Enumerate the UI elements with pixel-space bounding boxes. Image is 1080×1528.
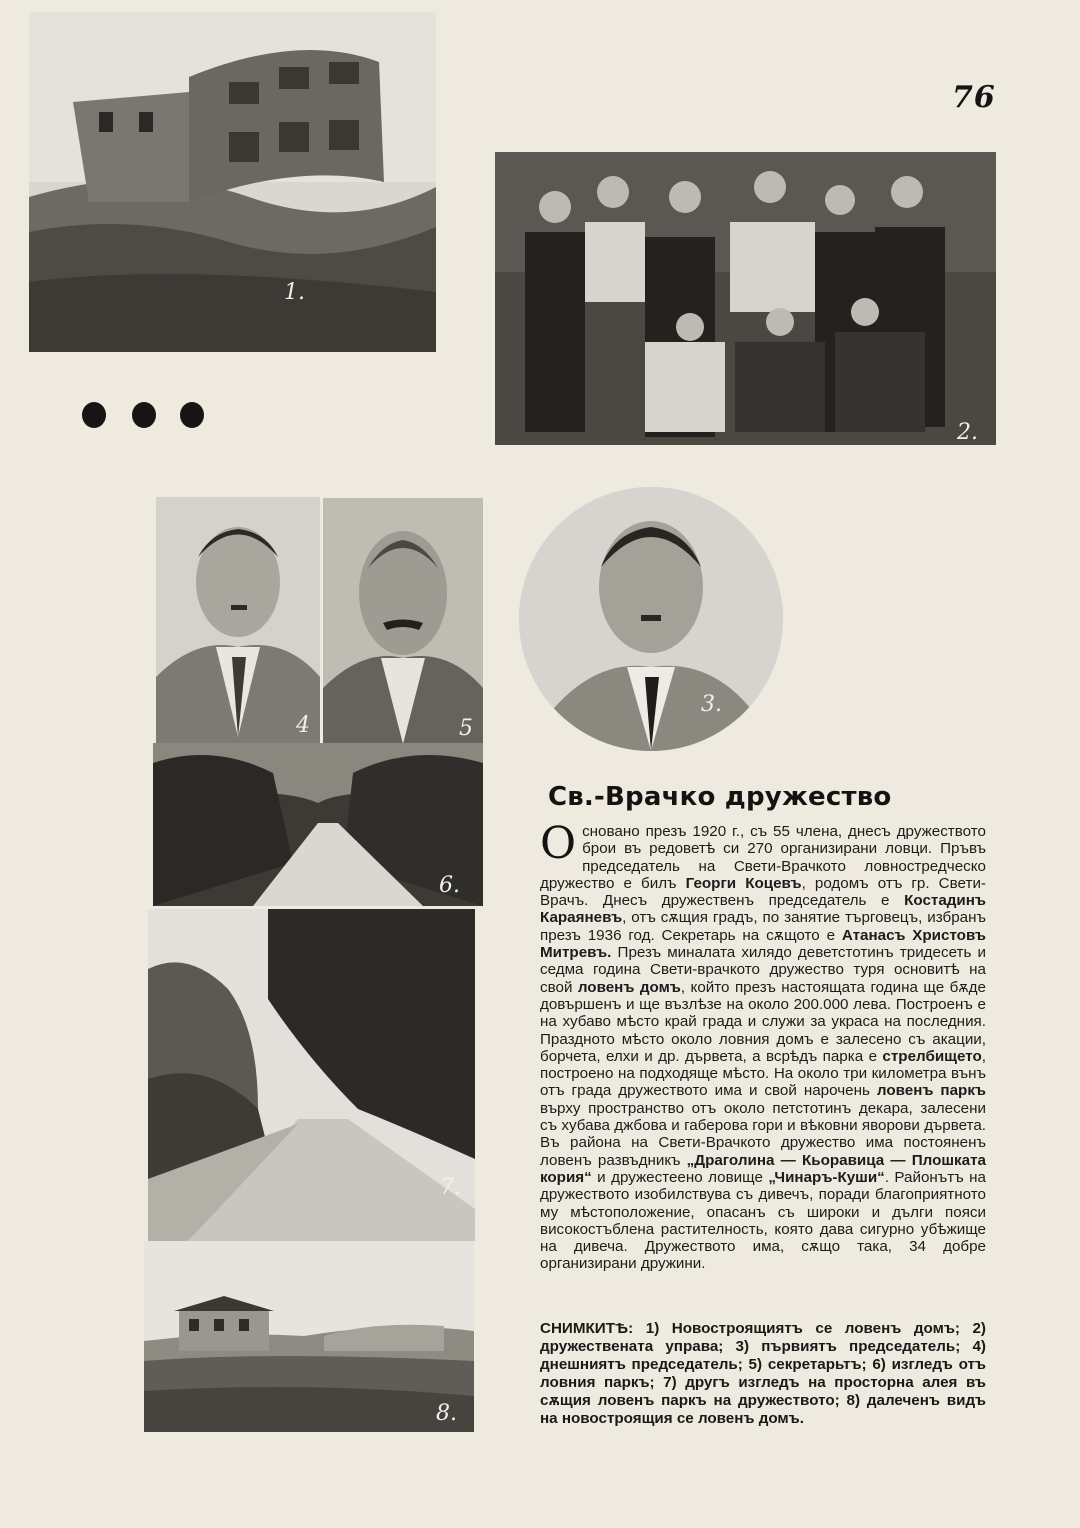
article-text-run: върху пространство отъ около петстотинъ декара, залесени съ хубава джбова и габерова гори и вѣковни яворови дървета. Въ района на Свети-Врачкото дружество има постояненъ ловенъ развъдникъ: [540, 1099, 986, 1169]
photo-hunting-park-view: [153, 743, 483, 906]
ornament-dot: [132, 402, 156, 428]
article-text-run-bold: ловенъ паркъ: [876, 1082, 987, 1100]
article-text-run-bold: „Драголина — Кьоравица — Плошката кория“: [540, 1151, 986, 1186]
photo-secretary: [323, 498, 483, 744]
photo-first-chairman: [519, 487, 783, 751]
ornament-dot: [82, 402, 106, 428]
article-title: Св.-Врачко дружество: [548, 782, 892, 812]
photo-society-board: [495, 152, 996, 445]
article-text-run-bold: Георги Коцевъ: [685, 874, 802, 892]
article-text-run: , родомъ отъ гр. Свети-Врачъ. Днесъ дружественъ председатель е: [540, 874, 986, 910]
article-text-run-bold: Атанасъ Христовъ Митревъ.: [540, 926, 986, 962]
article-text-run: Презъ миналата хилядо деветстотинъ тридесеть и седма година Свети-врачкото дружество туря основитѣ на свой: [540, 944, 986, 996]
article-text-run: . Районътъ на дружеството изобилствува съ дивечъ, поради благоприятното му мѣстоположение, опасанъ съ широки и дълги пояси високостъблена растителность, която дава сигурно убѣжище на дивеча. Дружеството има, сѫщо така, 34 добре организирани дружини.: [540, 1168, 986, 1273]
article-text-run: , който презъ настоящата година ще бѫде довършенъ и ще възлѣзе на около 200.000 лева. Построенъ е на хубаво мѣсто край града и служи за украса на последния. Праздното мѣсто около ловния домъ е залесено съ акации, борчета, елхи и др. дървета, а всрѣдъ парка е: [540, 978, 986, 1065]
photo-park-alley: [148, 909, 475, 1241]
article-text-run: и дружестеено ловище: [591, 1168, 769, 1186]
photo-number-7: 7.: [440, 1175, 461, 1200]
photo-current-chairman: [156, 497, 320, 743]
drop-cap: О: [540, 818, 577, 869]
article-text-run-bold: Костадинъ Караяневъ: [540, 892, 986, 927]
ornament-dot: [180, 402, 204, 428]
ornament-dots: [82, 398, 212, 432]
photo-hunting-lodge-construction: [29, 12, 436, 352]
photo-captions: СНИМКИТѢ: 1) Новостроящиятъ се ловенъ домъ; 2) дружествената управа; 3) първиятъ председатель; 4) днешниятъ председатель; 5) секретарьтъ; 6) изгледъ отъ ловния паркъ; 7) другъ изгледъ на просторна алея въ сѫщия ловенъ паркъ на дружеството; 8) далеченъ видъ на новостроящия се ловенъ домъ.: [540, 1320, 986, 1427]
article-text-run-bold: стрелбището: [882, 1047, 982, 1065]
photo-number-2: 2.: [957, 420, 978, 445]
article-text-run: , отъ сѫщия градъ, по занятие търговецъ, избранъ презъ 1936 год. Секретарь на сѫщото е: [540, 909, 986, 944]
photo-number-5: 5: [459, 716, 473, 741]
article-text-run-bold: „Чинаръ-Куши“: [768, 1168, 885, 1186]
photo-number-3: 3.: [701, 692, 722, 717]
article-body: [540, 818, 987, 1273]
article-text-run: , построено на подходяще мѣсто. На около три километра вънъ отъ града дружеството има и свой нарочень: [540, 1047, 986, 1100]
photo-lodge-distant-view: [144, 1241, 474, 1432]
article-text-run-bold: ловенъ домъ: [577, 978, 681, 996]
photo-number-8: 8.: [436, 1401, 457, 1426]
photo-number-4: 4: [296, 713, 310, 738]
photo-number-6: 6.: [439, 873, 460, 898]
photo-number-1: 1.: [284, 280, 305, 305]
article-text-run: сновано презъ 1920 г., съ 55 члена, днесъ дружеството брои въ редоветѣ си 270 организирани ловци. Пръвъ председатель на Свети-Врачкото ловностредческо дружество е билъ: [540, 823, 986, 892]
page-number: 76: [952, 80, 996, 115]
